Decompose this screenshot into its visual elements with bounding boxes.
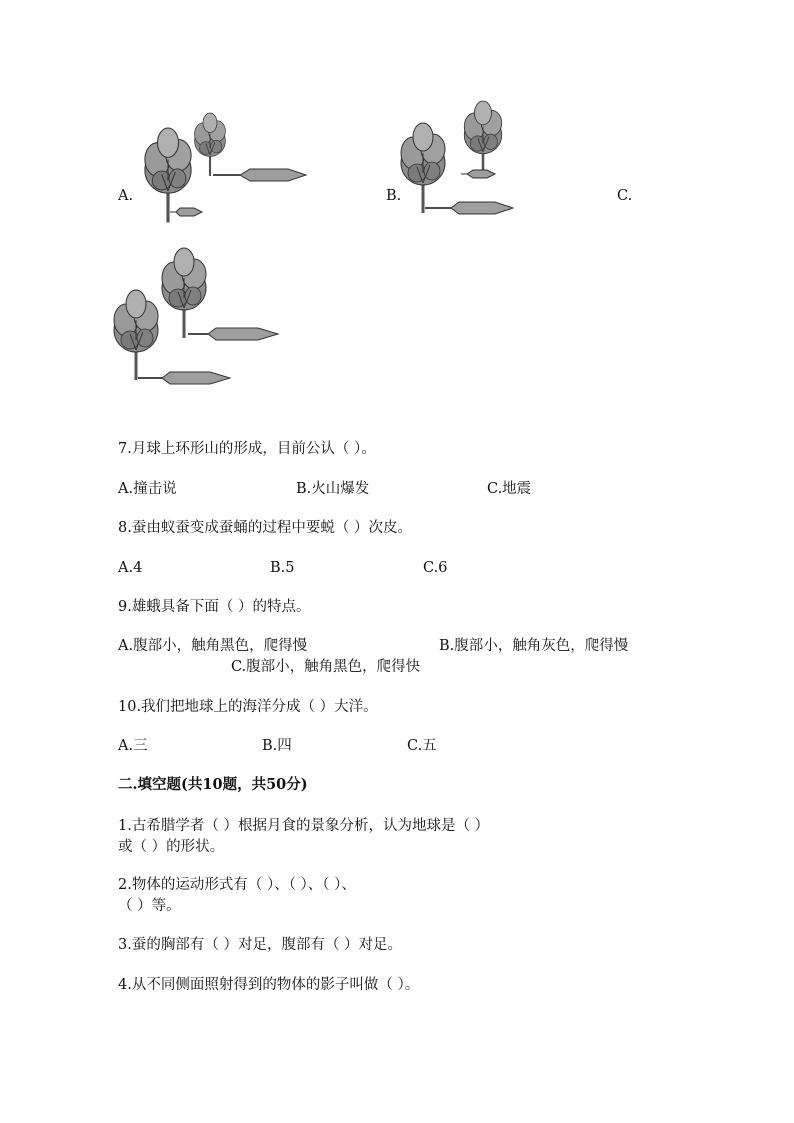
fill-question: 2.物体的运动形式有（ ）、（ ）、（ ）、 xyxy=(118,877,356,893)
option-a: A.撞击说 xyxy=(118,481,177,497)
option-c: C.腹部小，触角黑色，爬得快 xyxy=(231,659,421,675)
option-a: A.三 xyxy=(118,738,148,754)
question-stem: 10.我们把地球上的海洋分成（ ）大洋。 xyxy=(118,699,378,715)
option-c: C.五 xyxy=(407,738,437,754)
tree-shadow-icon xyxy=(170,208,202,216)
tall-tree-icon xyxy=(401,123,445,213)
fill-question-continued: 或（ ）的形状。 xyxy=(118,839,225,855)
question-stem: 8.蚕由蚁蚕变成蚕蛹的过程中要蜕（ ）次皮。 xyxy=(118,520,412,536)
small-tree-icon xyxy=(195,113,226,176)
option-b: B.四 xyxy=(262,738,292,754)
option-a: A.4 xyxy=(118,560,143,576)
fill-question: 1.古希腊学者（ ）根据月食的景象分析，认为地球是（ ） xyxy=(118,818,490,834)
option-c: C.6 xyxy=(423,560,448,576)
option-b-figure xyxy=(403,98,518,223)
option-b: B.腹部小，触角灰色，爬得慢 xyxy=(439,638,629,654)
option-b-label: B. xyxy=(386,188,402,204)
option-c-figure xyxy=(118,240,288,390)
option-c-label: C. xyxy=(617,188,633,204)
fill-question: 4.从不同侧面照射得到的物体的影子叫做（ ）。 xyxy=(118,977,420,993)
tree-shadow-icon xyxy=(461,170,495,178)
option-b: B.5 xyxy=(270,560,295,576)
question-stem: 9.雄蛾具备下面（ ）的特点。 xyxy=(118,599,311,615)
option-c: C.地震 xyxy=(487,481,532,497)
small-tree-icon xyxy=(464,101,501,178)
option-b: B.火山爆发 xyxy=(296,481,370,497)
tall-tree-icon xyxy=(162,248,206,338)
section-heading: 二.填空题(共10题，共50分) xyxy=(118,776,308,793)
option-a-figure xyxy=(138,108,313,223)
fill-question-continued: （ ）等。 xyxy=(118,898,181,914)
option-a-label: A. xyxy=(118,188,134,204)
option-a: A.腹部小，触角黑色，爬得慢 xyxy=(118,638,308,654)
question-stem: 7.月球上环形山的形成，目前公认（ ）。 xyxy=(118,441,376,457)
fill-question: 3.蚕的胸部有（ ）对足，腹部有（ ）对足。 xyxy=(118,937,403,953)
small-tree-icon xyxy=(114,290,158,380)
